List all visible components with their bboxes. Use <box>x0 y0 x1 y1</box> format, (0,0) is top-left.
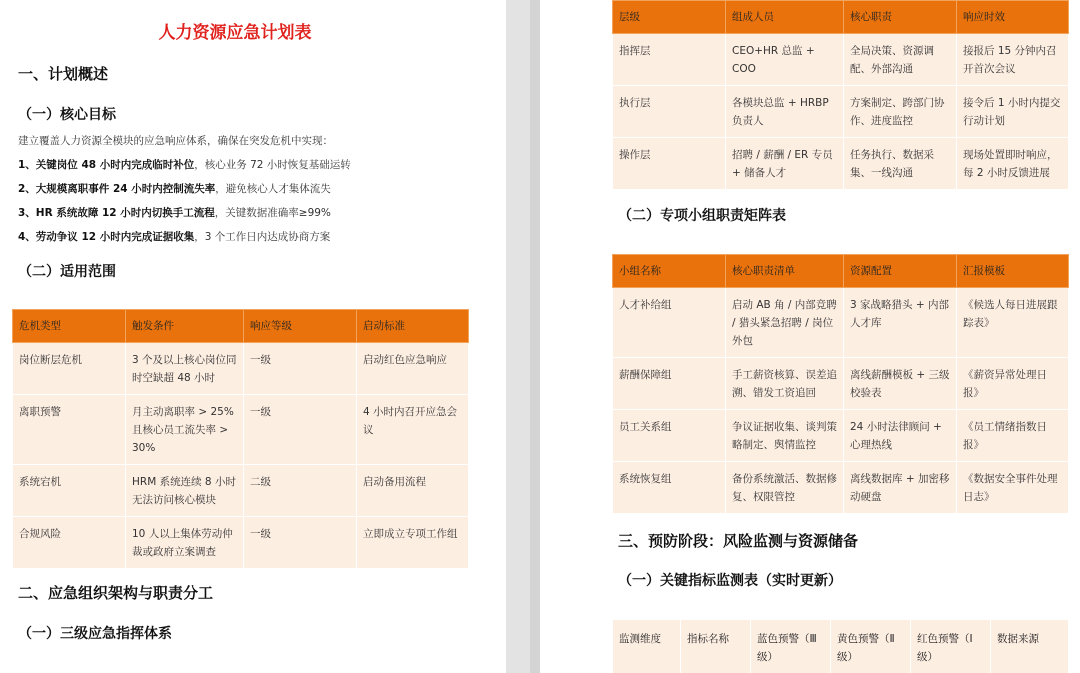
table-cell: 离线数据库 + 加密移动硬盘 <box>844 462 957 514</box>
section-heading-prevention: 三、预防阶段：风险监测与资源储备 <box>618 532 859 550</box>
table-cell: 《员工情绪指数日报》 <box>957 410 1069 462</box>
table-cell: 员工关系组 <box>613 410 726 462</box>
table-cell: 月主动离职率 > 25%且核心员工流失率 > 30% <box>126 395 244 465</box>
table-cell: 执行层 <box>613 86 726 138</box>
goal-item-1 <box>18 157 351 172</box>
subheading-core-goals: （一）核心目标 <box>18 107 116 123</box>
goal-text: ，3 个工作日内达成协商方案 <box>194 231 331 243</box>
table-cell: 一级 <box>244 343 357 395</box>
table-cell: 离线薪酬模板 + 三级校验表 <box>844 358 957 410</box>
table-cell: 3 个及以上核心岗位同时空缺超 48 小时 <box>126 343 244 395</box>
column-header: 核心职责 <box>844 1 957 34</box>
table-cell: 招聘 / 薪酬 / ER 专员 + 储备人才 <box>726 138 844 190</box>
table-header-row <box>13 310 469 343</box>
table-cell: 启动 AB 角 / 内部竞聘 / 猎头紧急招聘 / 岗位外包 <box>726 288 844 358</box>
column-header: 数据来源 <box>991 620 1069 673</box>
indicator-monitoring-table <box>612 619 1069 673</box>
column-header: 响应时效 <box>957 1 1069 34</box>
table-cell: 方案制定、跨部门协作、进度监控 <box>844 86 957 138</box>
table-cell: 人才补给组 <box>613 288 726 358</box>
table-cell: 争议证据收集、谈判策略制定、舆情监控 <box>726 410 844 462</box>
column-header: 资源配置 <box>844 255 957 288</box>
table-cell: 离职预警 <box>13 395 126 465</box>
table-cell: 10 人以上集体劳动仲裁或政府立案调查 <box>126 517 244 569</box>
goal-text: ，避免核心人才集体流失 <box>215 183 331 195</box>
table-row <box>613 34 1069 86</box>
table-cell: CEO+HR 总监 + COO <box>726 34 844 86</box>
table-cell: 24 小时法律顾问 + 心理热线 <box>844 410 957 462</box>
table-header-row <box>613 620 1069 673</box>
table-cell: 启动备用流程 <box>357 465 469 517</box>
table-cell: 一级 <box>244 395 357 465</box>
table-cell: 系统恢复组 <box>613 462 726 514</box>
table-header-row <box>613 1 1069 34</box>
team-duty-matrix-table <box>612 254 1069 514</box>
subheading-team-matrix: （二）专项小组职责矩阵表 <box>618 208 786 224</box>
table-cell: 接报后 15 分钟内召开首次会议 <box>957 34 1069 86</box>
table-cell: 一级 <box>244 517 357 569</box>
table-cell: 指挥层 <box>613 34 726 86</box>
table-row <box>613 86 1069 138</box>
column-header: 监测维度 <box>613 620 681 673</box>
table-row <box>613 410 1069 462</box>
column-header: 组成人员 <box>726 1 844 34</box>
crisis-scope-table <box>12 309 469 569</box>
document-title: 人力资源应急计划表 <box>158 23 312 43</box>
column-header: 红色预警（Ⅰ级） <box>911 620 991 673</box>
section-heading-organization: 二、应急组织架构与职责分工 <box>18 584 214 602</box>
column-header: 小组名称 <box>613 255 726 288</box>
column-header: 黄色预警（Ⅱ级） <box>831 620 911 673</box>
table-row <box>613 288 1069 358</box>
goal-item-3 <box>18 205 331 220</box>
table-cell: 立即成立专项工作组 <box>357 517 469 569</box>
document-page-right <box>540 0 1080 673</box>
column-header: 启动标准 <box>357 310 469 343</box>
table-header-row <box>613 255 1069 288</box>
column-header: 指标名称 <box>681 620 751 673</box>
goal-bold: 1、关键岗位 48 小时内完成临时补位 <box>18 159 195 171</box>
table-row <box>613 462 1069 514</box>
table-cell: 3 家战略猎头 + 内部人才库 <box>844 288 957 358</box>
column-header: 响应等级 <box>244 310 357 343</box>
goal-item-4 <box>18 229 330 244</box>
table-cell: 启动红色应急响应 <box>357 343 469 395</box>
table-row <box>613 358 1069 410</box>
table-row <box>13 395 469 465</box>
column-header: 危机类型 <box>13 310 126 343</box>
table-cell: 任务执行、数据采集、一线沟通 <box>844 138 957 190</box>
column-header: 核心职责清单 <box>726 255 844 288</box>
table-cell: 全局决策、资源调配、外部沟通 <box>844 34 957 86</box>
table-cell: 《数据安全事件处理日志》 <box>957 462 1069 514</box>
column-header: 汇报模板 <box>957 255 1069 288</box>
section-heading-overview: 一、计划概述 <box>18 65 109 83</box>
table-cell: 4 小时内召开应急会议 <box>357 395 469 465</box>
column-header: 层级 <box>613 1 726 34</box>
subheading-indicator-monitoring: （一）关键指标监测表（实时更新） <box>618 573 842 589</box>
column-header: 蓝色预警（Ⅲ级） <box>751 620 831 673</box>
table-cell: 《候选人每日进展跟踪表》 <box>957 288 1069 358</box>
table-cell: 操作层 <box>613 138 726 190</box>
goal-text: ，关键数据准确率≥99% <box>214 207 331 219</box>
table-cell: HRM 系统连续 8 小时无法访问核心模块 <box>126 465 244 517</box>
table-cell: 薪酬保障组 <box>613 358 726 410</box>
table-cell: 各模块总监 + HRBP 负责人 <box>726 86 844 138</box>
table-cell: 系统宕机 <box>13 465 126 517</box>
command-hierarchy-table <box>612 0 1069 190</box>
subheading-command-system: （一）三级应急指挥体系 <box>18 626 172 642</box>
document-page-left <box>0 0 506 673</box>
table-cell: 合规风险 <box>13 517 126 569</box>
column-header: 触发条件 <box>126 310 244 343</box>
table-row <box>13 465 469 517</box>
table-row <box>13 343 469 395</box>
intro-paragraph: 建立覆盖人力资源全模块的应急响应体系，确保在突发危机中实现： <box>18 135 333 147</box>
table-cell: 手工薪资核算、误差追溯、错发工资追回 <box>726 358 844 410</box>
table-cell: 接令后 1 小时内提交行动计划 <box>957 86 1069 138</box>
table-row <box>13 517 469 569</box>
page-edge-shadow <box>530 0 540 673</box>
table-row <box>613 138 1069 190</box>
goal-text: ，核心业务 72 小时恢复基础运转 <box>194 159 351 171</box>
table-cell: 岗位断层危机 <box>13 343 126 395</box>
table-cell: 备份系统激活、数据修复、权限管控 <box>726 462 844 514</box>
subheading-scope: （二）适用范围 <box>18 264 116 280</box>
goal-bold: 2、大规模离职事件 24 小时内控制流失率 <box>18 183 216 195</box>
table-cell: 二级 <box>244 465 357 517</box>
goal-item-2 <box>18 181 331 196</box>
table-cell: 现场处置即时响应，每 2 小时反馈进展 <box>957 138 1069 190</box>
table-cell: 《薪资异常处理日报》 <box>957 358 1069 410</box>
goal-bold: 3、HR 系统故障 12 小时内切换手工流程 <box>18 207 215 219</box>
page-gap <box>506 0 540 673</box>
goal-bold: 4、劳动争议 12 小时内完成证据收集 <box>18 231 195 243</box>
